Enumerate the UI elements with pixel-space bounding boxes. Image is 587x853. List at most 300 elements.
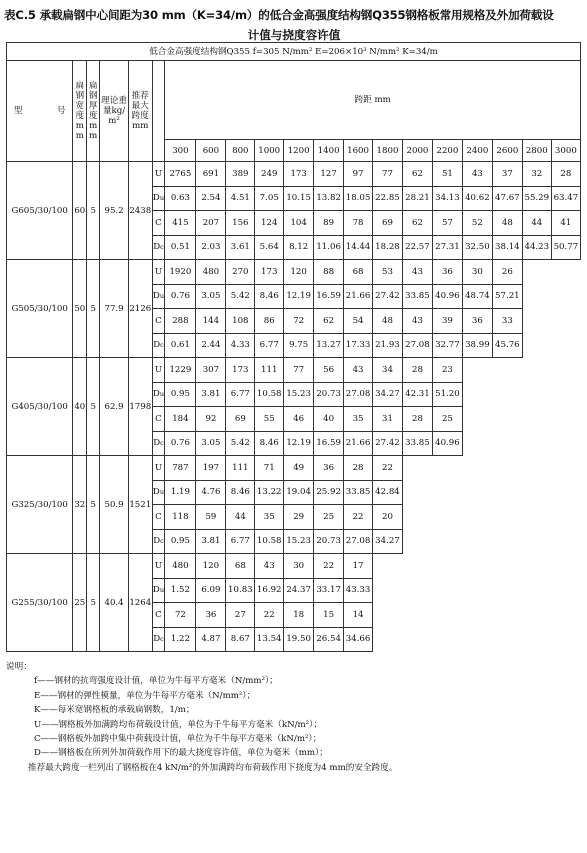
empty-cell	[522, 554, 551, 579]
table-row	[7, 358, 581, 383]
header-recommended-span: 推荐最大跨度mm	[129, 61, 153, 162]
value-cell: 0.61	[165, 333, 196, 358]
value-cell: 104	[284, 211, 314, 236]
value-cell: 27	[226, 603, 255, 628]
span-value: 1200	[284, 140, 314, 162]
value-cell: 22.85	[373, 186, 403, 211]
value-cell: 22	[344, 505, 373, 530]
value-cell: 34.27	[373, 382, 403, 407]
value-cell: 173	[284, 162, 314, 187]
group-weight: 77.9	[100, 260, 129, 358]
value-cell: 28	[402, 358, 432, 383]
value-cell: 43	[255, 554, 284, 579]
empty-cell	[462, 554, 492, 579]
span-value: 1800	[373, 140, 403, 162]
value-cell: 173	[255, 260, 284, 285]
load-label-visual: U	[154, 266, 163, 277]
load-label-visual: U	[154, 364, 163, 375]
load-label	[152, 627, 165, 652]
value-cell: 33	[492, 309, 522, 334]
value-cell: 97	[344, 162, 373, 187]
value-cell: 40.62	[462, 186, 492, 211]
empty-cell	[551, 358, 580, 383]
value-cell: 787	[165, 456, 196, 481]
empty-cell	[402, 627, 432, 652]
load-label-visual: U	[154, 462, 163, 473]
load-label-visual: Dc	[153, 634, 164, 645]
span-value: 1000	[255, 140, 284, 162]
value-cell: 6.77	[226, 529, 255, 554]
load-label-visual: Du	[152, 389, 164, 400]
value-cell: 0.95	[165, 382, 196, 407]
value-cell: 30	[462, 260, 492, 285]
empty-cell	[551, 603, 580, 628]
empty-cell	[402, 456, 432, 481]
value-cell: 16.59	[314, 284, 344, 309]
group-thickness: 5	[87, 162, 100, 260]
value-cell: 54	[344, 309, 373, 334]
empty-cell	[462, 603, 492, 628]
value-cell: 49	[284, 456, 314, 481]
group-thickness: 5	[87, 358, 100, 456]
group-thickness: 5	[87, 456, 100, 554]
load-label	[152, 603, 165, 628]
value-cell: 19.04	[284, 480, 314, 505]
value-cell: 3.05	[196, 284, 226, 309]
empty-cell	[462, 358, 492, 383]
empty-cell	[492, 505, 522, 530]
empty-cell	[402, 505, 432, 530]
value-cell: 26	[492, 260, 522, 285]
value-cell: 21.93	[373, 333, 403, 358]
value-cell: 43	[402, 260, 432, 285]
group-max-span: 2126	[129, 260, 153, 358]
value-cell: 8.46	[255, 284, 284, 309]
empty-cell	[551, 505, 580, 530]
value-cell: 78	[344, 211, 373, 236]
value-cell: 23	[432, 358, 462, 383]
group-max-span: 2438	[129, 162, 153, 260]
value-cell: 20.73	[314, 382, 344, 407]
value-cell: 21.66	[344, 431, 373, 456]
value-cell: 120	[196, 554, 226, 579]
empty-cell	[551, 284, 580, 309]
value-cell: 288	[165, 309, 196, 334]
value-cell: 2.54	[196, 186, 226, 211]
condition-cell: 低合金高强度结构钢Q355 f=305 N/mm² E=206×10³ N/mm² K=34/m	[7, 43, 581, 61]
empty-cell	[492, 382, 522, 407]
span-value: 2400	[462, 140, 492, 162]
empty-cell	[462, 505, 492, 530]
empty-cell	[402, 480, 432, 505]
value-cell: 33.17	[314, 578, 344, 603]
table-row	[7, 260, 581, 285]
value-cell: 48	[492, 211, 522, 236]
value-cell: 16.59	[314, 431, 344, 456]
empty-cell	[462, 382, 492, 407]
empty-cell	[522, 456, 551, 481]
value-cell: 28	[344, 456, 373, 481]
load-label	[152, 505, 165, 530]
span-value: 2800	[522, 140, 551, 162]
note-item: C——钢格板外加跨中集中荷载设计值，单位为千牛每平方毫米（kN/m²）；	[34, 734, 322, 745]
value-cell: 41	[551, 211, 580, 236]
value-cell: 33.85	[402, 284, 432, 309]
value-cell: 57.21	[492, 284, 522, 309]
empty-cell	[551, 309, 580, 334]
empty-cell	[522, 284, 551, 309]
load-label	[152, 186, 165, 211]
load-label-visual: C	[155, 217, 162, 228]
empty-cell	[373, 603, 403, 628]
load-label	[152, 431, 165, 456]
empty-cell	[522, 260, 551, 285]
empty-cell	[462, 627, 492, 652]
value-cell: 45.76	[492, 333, 522, 358]
value-cell: 27.42	[373, 284, 403, 309]
empty-cell	[522, 603, 551, 628]
empty-cell	[522, 333, 551, 358]
table-row	[7, 162, 581, 187]
value-cell: 34.13	[432, 186, 462, 211]
value-cell: 3.61	[226, 235, 255, 260]
value-cell: 33.85	[402, 431, 432, 456]
table-title-line-1: 表C.5 承载扁钢中心间距为30 mm（K=34/m）的低合金高强度结构钢Q355钢格板常用规格及外加荷载设	[4, 8, 554, 22]
group-max-span: 1798	[129, 358, 153, 456]
value-cell: 89	[314, 211, 344, 236]
value-cell: 27.42	[373, 431, 403, 456]
value-cell: 68	[344, 260, 373, 285]
group-width: 32	[73, 456, 87, 554]
value-cell: 57	[432, 211, 462, 236]
empty-cell	[551, 382, 580, 407]
value-cell: 22	[373, 456, 403, 481]
value-cell: 111	[226, 456, 255, 481]
value-cell: 22	[255, 603, 284, 628]
empty-cell	[522, 382, 551, 407]
table-row	[7, 554, 581, 579]
value-cell: 77	[373, 162, 403, 187]
value-cell: 44.23	[522, 235, 551, 260]
empty-cell	[492, 603, 522, 628]
load-label	[152, 235, 165, 260]
condition-row	[7, 43, 581, 61]
value-cell: 0.76	[165, 284, 196, 309]
note-item: K——每米宽钢格板的承载扁钢数，1/m；	[34, 705, 195, 716]
value-cell: 42.31	[402, 382, 432, 407]
value-cell: 156	[226, 211, 255, 236]
value-cell: 40.96	[432, 284, 462, 309]
value-cell: 8.67	[226, 627, 255, 652]
span-value: 2200	[432, 140, 462, 162]
value-cell: 14.44	[344, 235, 373, 260]
value-cell: 11.06	[314, 235, 344, 260]
value-cell: 40	[314, 407, 344, 432]
span-value: 2600	[492, 140, 522, 162]
load-label-visual: Du	[152, 193, 164, 204]
empty-cell	[492, 431, 522, 456]
value-cell: 118	[165, 505, 196, 530]
value-cell: 27.08	[344, 382, 373, 407]
grating-spec-table	[6, 42, 581, 652]
value-cell: 124	[255, 211, 284, 236]
value-cell: 18.28	[373, 235, 403, 260]
load-label	[152, 284, 165, 309]
value-cell: 55	[255, 407, 284, 432]
value-cell: 12.19	[284, 431, 314, 456]
value-cell: 86	[255, 309, 284, 334]
value-cell: 25	[314, 505, 344, 530]
value-cell: 52	[462, 211, 492, 236]
value-cell: 31	[373, 407, 403, 432]
value-cell: 0.76	[165, 431, 196, 456]
value-cell: 480	[165, 554, 196, 579]
value-cell: 71	[255, 456, 284, 481]
value-cell: 144	[196, 309, 226, 334]
empty-cell	[462, 456, 492, 481]
value-cell: 18.05	[344, 186, 373, 211]
value-cell: 5.42	[226, 284, 255, 309]
empty-cell	[462, 480, 492, 505]
empty-cell	[432, 505, 462, 530]
value-cell: 4.33	[226, 333, 255, 358]
group-width: 60	[73, 162, 87, 260]
value-cell: 17	[344, 554, 373, 579]
load-label	[152, 529, 165, 554]
header-model: 型 号	[7, 61, 73, 162]
value-cell: 10.58	[255, 529, 284, 554]
note-item: U——钢格板外加满跨均布荷载设计值，单位为千牛每平方毫米（kN/m²）；	[34, 719, 322, 730]
value-cell: 1229	[165, 358, 196, 383]
value-cell: 39	[432, 309, 462, 334]
group-model: G325/30/100	[7, 456, 73, 554]
empty-cell	[551, 260, 580, 285]
value-cell: 8.46	[226, 480, 255, 505]
empty-cell	[402, 578, 432, 603]
value-cell: 33.85	[344, 480, 373, 505]
value-cell: 16.92	[255, 578, 284, 603]
group-width: 50	[73, 260, 87, 358]
load-label-visual: U	[154, 168, 163, 179]
value-cell: 47.67	[492, 186, 522, 211]
value-cell: 10.15	[284, 186, 314, 211]
value-cell: 29	[284, 505, 314, 530]
header-span: 跨距 mm	[165, 61, 581, 140]
empty-cell	[492, 456, 522, 481]
empty-cell	[551, 407, 580, 432]
value-cell: 34	[373, 358, 403, 383]
empty-cell	[551, 554, 580, 579]
value-cell: 51.20	[432, 382, 462, 407]
value-cell: 249	[255, 162, 284, 187]
empty-cell	[432, 603, 462, 628]
value-cell: 44	[226, 505, 255, 530]
value-cell: 37	[492, 162, 522, 187]
empty-cell	[551, 480, 580, 505]
empty-cell	[492, 578, 522, 603]
group-weight: 62.9	[100, 358, 129, 456]
value-cell: 1920	[165, 260, 196, 285]
group-max-span: 1264	[129, 554, 153, 652]
value-cell: 197	[196, 456, 226, 481]
value-cell: 62	[402, 162, 432, 187]
load-label-visual: Du	[152, 291, 164, 302]
value-cell: 72	[284, 309, 314, 334]
value-cell: 3.81	[196, 529, 226, 554]
load-label	[152, 407, 165, 432]
span-value: 300	[165, 140, 196, 162]
value-cell: 5.42	[226, 431, 255, 456]
header-flat-thickness: 扁钢厚度mm	[87, 61, 100, 162]
group-width: 40	[73, 358, 87, 456]
value-cell: 19.50	[284, 627, 314, 652]
value-cell: 92	[196, 407, 226, 432]
empty-cell	[551, 333, 580, 358]
value-cell: 6.09	[196, 578, 226, 603]
load-label	[152, 309, 165, 334]
load-label-visual: Dc	[153, 242, 164, 253]
value-cell: 17.33	[344, 333, 373, 358]
notes-last: 推荐最大跨度一栏列出了钢格板在4 kN/m²的外加满跨均布荷载作用下挠度为4 mm的安全跨度。	[28, 762, 398, 773]
group-weight: 50.9	[100, 456, 129, 554]
value-cell: 111	[255, 358, 284, 383]
value-cell: 2.03	[196, 235, 226, 260]
load-label-visual: Dc	[153, 536, 164, 547]
value-cell: 9.75	[284, 333, 314, 358]
note-item: D——钢格板在所列外加荷载作用下的最大挠度容许值，单位为毫米（mm）；	[34, 748, 328, 759]
span-value: 3000	[551, 140, 580, 162]
value-cell: 26.54	[314, 627, 344, 652]
value-cell: 10.83	[226, 578, 255, 603]
group-model: G405/30/100	[7, 358, 73, 456]
load-label	[152, 456, 165, 481]
value-cell: 50.77	[551, 235, 580, 260]
header-row	[7, 61, 581, 140]
value-cell: 32.50	[462, 235, 492, 260]
group-max-span: 1521	[129, 456, 153, 554]
value-cell: 20	[373, 505, 403, 530]
empty-cell	[432, 554, 462, 579]
group-model: G605/30/100	[7, 162, 73, 260]
group-thickness: 5	[87, 260, 100, 358]
empty-cell	[373, 578, 403, 603]
value-cell: 13.27	[314, 333, 344, 358]
empty-cell	[402, 554, 432, 579]
value-cell: 32	[522, 162, 551, 187]
empty-cell	[522, 505, 551, 530]
empty-cell	[492, 529, 522, 554]
value-cell: 46	[284, 407, 314, 432]
empty-cell	[522, 480, 551, 505]
empty-cell	[432, 529, 462, 554]
value-cell: 173	[226, 358, 255, 383]
value-cell: 184	[165, 407, 196, 432]
value-cell: 63.47	[551, 186, 580, 211]
value-cell: 25	[432, 407, 462, 432]
header-theoretical-weight: 理论重量kg/m²	[100, 61, 129, 162]
value-cell: 55.29	[522, 186, 551, 211]
value-cell: 36	[462, 309, 492, 334]
value-cell: 108	[226, 309, 255, 334]
value-cell: 22.57	[402, 235, 432, 260]
value-cell: 40.96	[432, 431, 462, 456]
value-cell: 35	[255, 505, 284, 530]
value-cell: 68	[226, 554, 255, 579]
value-cell: 207	[196, 211, 226, 236]
value-cell: 6.77	[255, 333, 284, 358]
value-cell: 59	[196, 505, 226, 530]
value-cell: 51	[432, 162, 462, 187]
empty-cell	[462, 578, 492, 603]
value-cell: 13.54	[255, 627, 284, 652]
value-cell: 27.31	[432, 235, 462, 260]
load-label	[152, 554, 165, 579]
notes-list	[6, 674, 581, 760]
table-title	[4, 5, 584, 45]
value-cell: 270	[226, 260, 255, 285]
empty-cell	[551, 456, 580, 481]
value-cell: 0.63	[165, 186, 196, 211]
group-thickness: 5	[87, 554, 100, 652]
value-cell: 38.99	[462, 333, 492, 358]
value-cell: 127	[314, 162, 344, 187]
load-label-visual: Dc	[153, 438, 164, 449]
value-cell: 36	[314, 456, 344, 481]
empty-cell	[373, 554, 403, 579]
value-cell: 43	[344, 358, 373, 383]
value-cell: 56	[314, 358, 344, 383]
value-cell: 5.64	[255, 235, 284, 260]
value-cell: 21.66	[344, 284, 373, 309]
empty-cell	[522, 309, 551, 334]
load-label	[152, 480, 165, 505]
empty-cell	[551, 578, 580, 603]
value-cell: 1.22	[165, 627, 196, 652]
span-value: 1400	[314, 140, 344, 162]
value-cell: 22	[314, 554, 344, 579]
load-label-visual: U	[154, 560, 163, 571]
empty-cell	[492, 554, 522, 579]
value-cell: 15.23	[284, 529, 314, 554]
empty-cell	[432, 480, 462, 505]
value-cell: 3.05	[196, 431, 226, 456]
empty-cell	[551, 627, 580, 652]
empty-cell	[402, 603, 432, 628]
empty-cell	[522, 407, 551, 432]
group-model: G505/30/100	[7, 260, 73, 358]
value-cell: 43.33	[344, 578, 373, 603]
value-cell: 77	[284, 358, 314, 383]
empty-cell	[432, 578, 462, 603]
value-cell: 120	[284, 260, 314, 285]
empty-cell	[432, 627, 462, 652]
load-label-visual: Du	[152, 585, 164, 596]
value-cell: 3.81	[196, 382, 226, 407]
empty-cell	[522, 578, 551, 603]
value-cell: 0.95	[165, 529, 196, 554]
value-cell: 62	[402, 211, 432, 236]
value-cell: 69	[373, 211, 403, 236]
value-cell: 36	[196, 603, 226, 628]
value-cell: 389	[226, 162, 255, 187]
load-label	[152, 260, 165, 285]
value-cell: 13.22	[255, 480, 284, 505]
value-cell: 0.51	[165, 235, 196, 260]
load-label	[152, 358, 165, 383]
empty-cell	[462, 529, 492, 554]
group-model: G255/30/100	[7, 554, 73, 652]
load-label	[152, 382, 165, 407]
